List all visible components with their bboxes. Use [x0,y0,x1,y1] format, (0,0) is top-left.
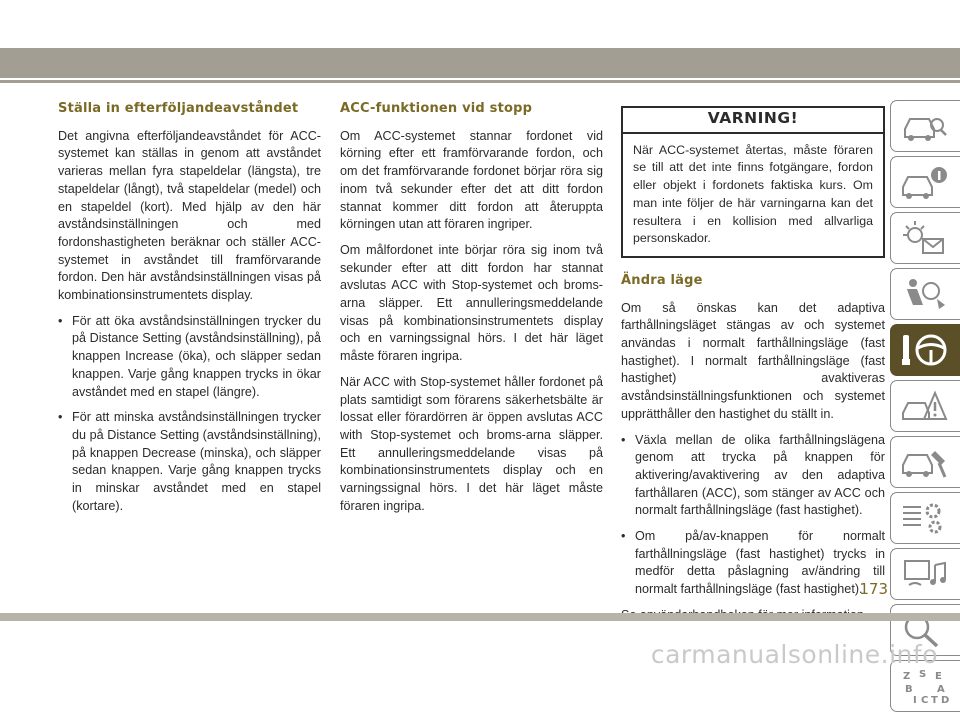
tab-emergency[interactable] [890,380,960,432]
watermark [0,640,960,669]
svg-text:D: D [941,695,949,705]
tab-multimedia[interactable] [890,548,960,600]
header-band [0,48,960,78]
svg-text:B: B [905,684,913,695]
header-band-line [0,80,960,83]
airbag-safety-icon [899,275,949,313]
paragraph: När ACC with Stop-systemet håller fordonet på plats samtidigt som förarens säkerhetsbälte är lossat eller förardörren är öppen avslutas ACC with Stop-systemet och broms-arna släpper. Ett annulleringsmeddelande visas på kombinationsinstrumentets display och en varningssignal hörs. I det här läget måste föraren ingripa. [340,374,603,513]
bullet-list [621,432,885,599]
paragraph: Det angivna efterföljandeavståndet för ACC-systemet kan ställas in genom att avståndet varieras mellan fyra stapeldelar (längsta), tre stapeldelar (långt), två stapeldelar (medel) och en stapeldel (kort). Med hjälp av den här avståndsinställningen och med fordonshastigheten beräknar och ställer ACC-systemet in avståndet till framförvarande fordon. Den här avståndsinställningen visas på kombinationsinstrumentets display. [58,128,321,303]
tab-specifications[interactable] [890,492,960,544]
svg-text:A: A [937,684,945,695]
tab-safety[interactable] [890,268,960,320]
svg-text:E: E [935,671,942,682]
list-item: • För att minska avståndsinställningen trycker du på Distance Setting (avståndsinställning), på knappen Decrease (minska), och släpper sedan knappen. Varje gång knappen trycks in minskar avståndet med en stapel (kortare). [58,409,321,515]
car-search-icon [899,107,949,145]
footer-band [0,613,960,621]
svg-text:T: T [931,695,938,705]
svg-text:S: S [919,669,927,680]
svg-text:I: I [913,695,917,705]
heading-acc-stop: ACC-funktionen vid stopp [340,101,533,116]
heading-distance-setting: Ställa in efterföljandeavståndet [58,101,299,116]
warning-light-mail-icon [899,219,949,257]
car-service-icon [899,443,949,481]
heading-change-mode: Ändra läge [621,272,703,288]
list-item: • Om på/av-knappen för normalt farthållningsläge (fast hastighet) trycks in medför detta påslagning av/ändring till normalt farthållningsläge (fast hastighet). [621,528,885,599]
column-2 [340,100,603,523]
list-item: • För att öka avståndsinställningen trycker du på Distance Setting (avståndsinställning), på knappen Increase (öka), och släpper sedan knappen. Varje gång knappen trycks in ökar avståndet med en stapel (längre). [58,313,321,402]
page-number: 173 [859,580,888,598]
chapter-tabs [890,100,960,716]
car-info-icon [899,163,949,201]
list-item: • Växla mellan de olika farthållningslägena genom att trycka på knappen för aktivering/avaktivering av den adaptiva farthållaren (ACC), som stänger av ACC och normalt farthållningsläge (fast hastighet). [621,432,885,521]
paragraph: Om målfordonet inte börjar röra sig inom två sekunder efter att ditt fordon har stannat avslutas ACC with Stop-systemet och broms-arna släpper. Ett annulleringsmeddelande visas på kombinationsinstrumentets display och en varningssignal hörs. I det här läget måste föraren ingripa. [340,242,603,364]
watermark-text: carmanualsonline.info [650,640,938,669]
index-letters-icon [899,667,949,705]
svg-text:Z: Z [903,671,911,682]
multimedia-icon [899,555,949,593]
specs-gears-icon [899,499,949,537]
tab-warning-lights[interactable] [890,212,960,264]
svg-text:C: C [921,695,929,705]
tab-service[interactable] [890,436,960,488]
header-area [0,0,960,46]
column-3 [621,100,885,633]
hazard-triangle-icon [899,387,949,425]
bullet-list [58,313,321,516]
tab-car-info[interactable] [890,156,960,208]
steering-wheel-key-icon [899,331,949,369]
paragraph: Om så önskas kan det adaptiva farthållningsläget stängas av och systemet användas i normalt farthållningsläge (fast hastighet). I normalt farthållningsläge (fast hastighet) avaktiveras avståndsinställningsfunktionen och systemet upprätthåller den hastighet du ställt in. [621,300,885,421]
warning-title: VARNING! [623,108,883,134]
column-1 [58,100,321,523]
warning-box [621,106,885,258]
tab-starting-operating[interactable] [890,324,960,376]
paragraph: Om ACC-systemet stannar fordonet vid körning efter ett framförvarande fordon, och om det framförvarande fordonet börjar röra sig inom två sekunder efter det att ditt fordon stannat kommer ditt fordon att återuppta körningen utan att föraren ingriper. [340,128,603,232]
warning-text: När ACC-systemet återtas, måste föraren se till att det inte finns fotgängare, fordon eller objekt i fordonets faktiska kurs. Om man inte följer de här varningarna kan det resultera i en kollision med allvarliga personskador. [633,142,873,246]
tab-car-search[interactable] [890,100,960,152]
